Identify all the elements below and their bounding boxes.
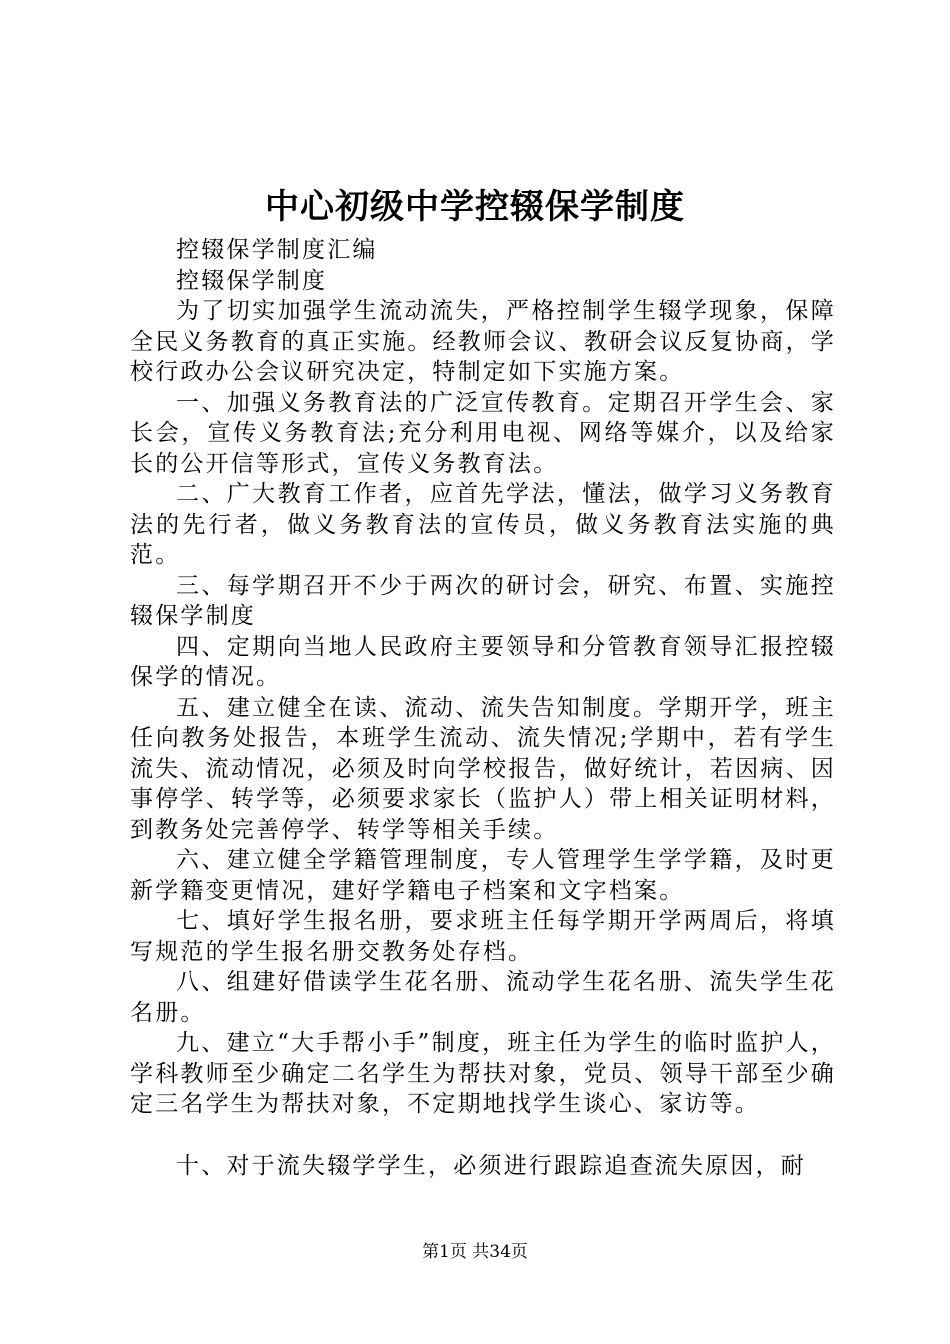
paragraph-item-1: 一、加强义务教育法的广泛宣传教育。定期召开学生会、家长会，宣传义务教育法;充分利用电视、网络等媒介，以及给家长的公开信等形式，宣传义务教育法。 bbox=[130, 389, 836, 477]
paragraph-item-3: 三、每学期召开不少于两次的研讨会，研究、布置、实施控辍保学制度 bbox=[130, 572, 836, 629]
paragraph-item-9: 九、建立“大手帮小手”制度，班主任为学生的临时监护人，学科教师至少确定二名学生为帮扶对象，党员、领导干部至少确定三名学生为帮扶对象，不定期地找学生谈心、家访等。 bbox=[130, 1030, 836, 1117]
document-title: 中心初级中学控辍保学制度 bbox=[265, 187, 685, 227]
paragraph-item-8: 八、组建好借读学生花名册、流动学生花名册、流失学生花名册。 bbox=[130, 969, 836, 1026]
paragraph-item-10: 十、对于流失辍学学生，必须进行跟踪追查流失原因，耐 bbox=[176, 1152, 806, 1179]
paragraph-intro: 为了切实加强学生流动流失，严格控制学生辍学现象，保障全民义务教育的真正实施。经教师会议、教研会议反复协商，学校行政办公会议研究决定，特制定如下实施方案。 bbox=[130, 298, 836, 385]
document-body bbox=[130, 235, 836, 1181]
paragraph-collection-title: 控辍保学制度汇编 bbox=[176, 237, 378, 263]
paragraph-item-6: 六、建立健全学籍管理制度，专人管理学生学学籍，及时更新学籍变更情况，建好学籍电子档案和文字档案。 bbox=[130, 847, 836, 904]
paragraph-item-5: 五、建立健全在读、流动、流失告知制度。学期开学，班主任向教务处报告，本班学生流动、流失情况;学期中，若有学生流失、流动情况，必须及时向学校报告，做好统计，若因病、因事停学、转学等，必须要求家长（监护人）带上相关证明材料，到教务处完善停学、转学等相关手续。 bbox=[130, 694, 836, 843]
paragraph-item-7: 七、填好学生报名册，要求班主任每学期开学两周后，将填写规范的学生报名册交教务处存档。 bbox=[130, 908, 836, 965]
paragraph-subtitle: 控辍保学制度 bbox=[176, 267, 328, 294]
paragraph-item-2: 二、广大教育工作者，应首先学法，懂法，做学习义务教育法的先行者，做义务教育法的宣传员，做义务教育法实施的典范。 bbox=[130, 481, 836, 568]
page-number-footer: 第1页 共34页 bbox=[422, 1242, 528, 1262]
paragraph-item-4: 四、定期向当地人民政府主要领导和分管教育领导汇报控辍保学的情况。 bbox=[130, 633, 836, 690]
